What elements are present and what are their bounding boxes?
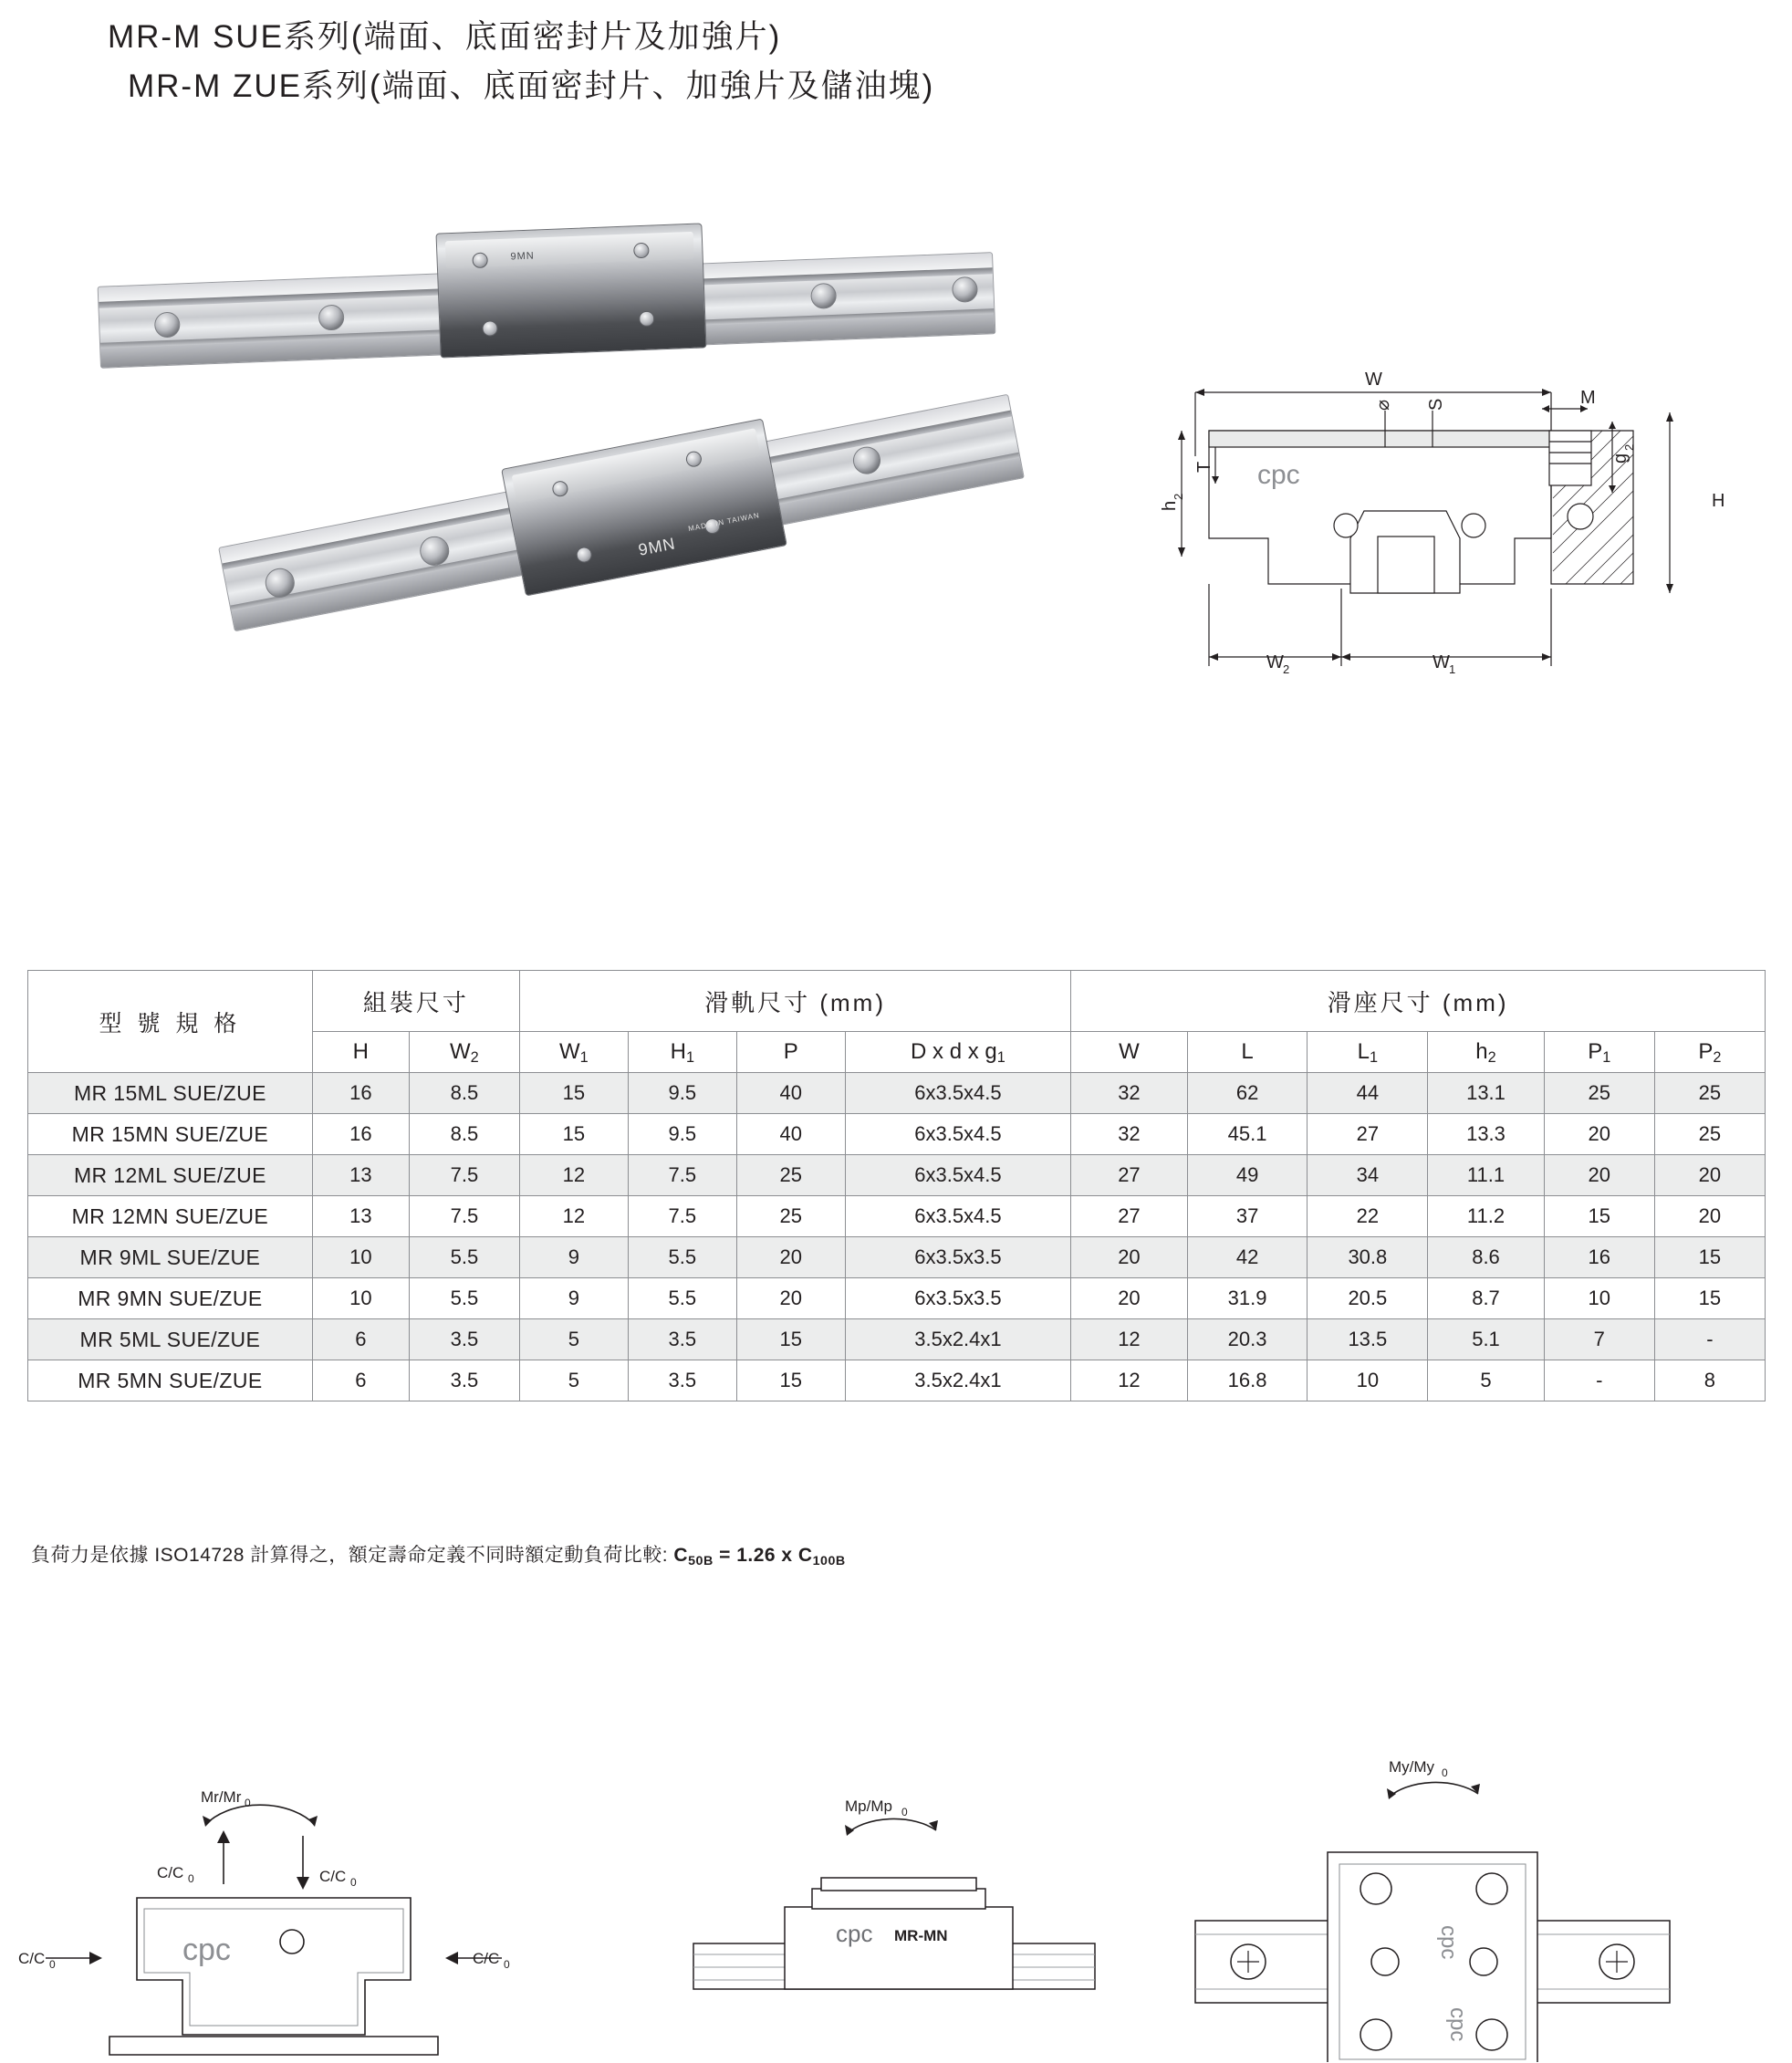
svg-text:0: 0 [49,1958,56,1971]
cell-W2: 7.5 [409,1196,519,1237]
col-P1: $P_1$ [1544,1032,1654,1073]
cell-W2: 3.5 [409,1319,519,1360]
cell-h2: 11.2 [1428,1196,1545,1237]
label-T: T [1194,461,1214,473]
cell-H: 16 [312,1073,409,1114]
cell-model: MR 12ML SUE/ZUE [28,1155,313,1196]
carriage-block-upper [435,223,706,358]
carriage-top-plate [511,429,760,504]
cell-L: 45.1 [1187,1114,1308,1155]
cell-Dxdxg1: 6x3.5x4.5 [845,1155,1071,1196]
col-DxdxG1: D x d x $g_1$ [845,1032,1071,1073]
diagram-model-text: MR-MN [894,1927,948,1944]
label-S: S [1426,398,1446,411]
cell-P2: - [1654,1319,1765,1360]
cell-L1: 10 [1308,1360,1428,1401]
rail-hole [318,305,345,331]
svg-text:2: 2 [1172,493,1185,500]
cell-W: 12 [1071,1360,1188,1401]
cell-Dxdxg1: 6x3.5x4.5 [845,1114,1071,1155]
load-diagrams [0,1715,1792,2062]
label-mr: Mr/Mr [201,1788,242,1806]
drawing-brand: cpc [1257,460,1300,490]
diagram-brand: cpc [182,1933,231,1967]
cell-L: 42 [1187,1237,1308,1278]
table-row [28,1114,1766,1155]
table-row [28,1278,1766,1319]
cell-P2: 20 [1654,1196,1765,1237]
cell-P: 40 [736,1073,845,1114]
col-H: H [312,1032,409,1073]
cell-W1: 12 [519,1196,628,1237]
cell-W1: 15 [519,1073,628,1114]
cell-h2: 5.1 [1428,1319,1545,1360]
label-diameter: ⌀ [1373,399,1393,411]
cell-H1: 7.5 [628,1196,736,1237]
label-W: W [1365,370,1382,390]
cell-H: 10 [312,1278,409,1319]
col-L: L [1187,1032,1308,1073]
header-model: 型 號 規 格 [28,971,313,1073]
cell-P: 20 [736,1278,845,1319]
table-note [31,1540,846,1568]
col-W: W [1071,1032,1188,1073]
col-P: P [736,1032,845,1073]
col-H1: $H_1$ [628,1032,736,1073]
cell-W: 20 [1071,1278,1188,1319]
cell-W2: 3.5 [409,1360,519,1401]
col-P2: $P_2$ [1654,1032,1765,1073]
table-row [28,1155,1766,1196]
rail-hole [850,444,882,476]
cell-L: 37 [1187,1196,1308,1237]
block-brand-label: 9MN [510,250,535,263]
diagram-brand: cpc [1445,2007,1470,2042]
cell-P1: 20 [1544,1155,1654,1196]
cell-W: 27 [1071,1155,1188,1196]
cell-P1: 25 [1544,1073,1654,1114]
cell-Dxdxg1: 6x3.5x3.5 [845,1278,1071,1319]
cell-P2: 15 [1654,1278,1765,1319]
label-M: M [1580,388,1596,408]
cell-L1: 13.5 [1308,1319,1428,1360]
cell-L1: 44 [1308,1073,1428,1114]
label-my: My/My [1389,1758,1435,1776]
carriage-block-lower [501,418,787,596]
cell-H1: 9.5 [628,1073,736,1114]
cell-H: 16 [312,1114,409,1155]
cell-Dxdxg1: 3.5x2.4x1 [845,1360,1071,1401]
cell-P: 20 [736,1237,845,1278]
spec-table-body [28,1073,1766,1401]
svg-text:C/C: C/C [473,1950,500,1967]
cross-section-drawing [1159,356,1743,748]
cell-W2: 8.5 [409,1073,519,1114]
cell-P: 25 [736,1196,845,1237]
spec-table [27,970,1766,1401]
col-W2: $W_2$ [409,1032,519,1073]
label-h2: h [1160,500,1180,511]
svg-text:C/C: C/C [319,1868,347,1885]
cell-W2: 5.5 [409,1278,519,1319]
load-diagram-my [1177,1715,1688,2062]
cell-P1: 15 [1544,1196,1654,1237]
cell-W: 12 [1071,1319,1188,1360]
made-in-label: MADE IN TAIWAN [687,511,761,534]
rail-hole [952,276,978,303]
table-row [28,1319,1766,1360]
svg-text:C/C: C/C [18,1950,46,1967]
cell-P: 40 [736,1114,845,1155]
cell-L1: 27 [1308,1114,1428,1155]
cell-L1: 22 [1308,1196,1428,1237]
spec-table-wrapper [27,970,1766,1401]
cell-W1: 5 [519,1319,628,1360]
cell-W: 32 [1071,1073,1188,1114]
cell-P1: 16 [1544,1237,1654,1278]
svg-text:2: 2 [1283,662,1290,676]
col-W1: $W_1$ [519,1032,628,1073]
cell-L: 49 [1187,1155,1308,1196]
cell-W1: 15 [519,1114,628,1155]
cell-model: MR 15MN SUE/ZUE [28,1114,313,1155]
svg-text:2: 2 [1622,443,1636,451]
cell-P2: 25 [1654,1114,1765,1155]
cell-Dxdxg1: 6x3.5x4.5 [845,1073,1071,1114]
cell-H1: 3.5 [628,1319,736,1360]
svg-text:0: 0 [188,1872,194,1885]
header-group-assembly: 組裝尺寸 [312,971,519,1032]
cell-H1: 5.5 [628,1237,736,1278]
note-text: 負荷力是依據 ISO14728 計算得之，額定壽命定義不同時額定動負荷比較: [31,1545,669,1566]
label-mp: Mp/Mp [845,1797,892,1815]
diagram-brand: cpc [836,1920,873,1947]
cell-H1: 7.5 [628,1155,736,1196]
cell-P: 15 [736,1319,845,1360]
cell-model: MR 5MN SUE/ZUE [28,1360,313,1401]
svg-text:C/C: C/C [157,1864,184,1881]
cell-Dxdxg1: 6x3.5x4.5 [845,1196,1071,1237]
carriage-screw [482,320,498,337]
cell-H1: 9.5 [628,1114,736,1155]
table-row [28,1360,1766,1401]
svg-text:1: 1 [1449,662,1456,676]
cell-P: 25 [736,1155,845,1196]
header-group-rail: 滑軌尺寸 (mm) [519,971,1070,1032]
cell-h2: 5 [1428,1360,1545,1401]
cell-H: 10 [312,1237,409,1278]
cell-P1: 7 [1544,1319,1654,1360]
svg-text:0: 0 [901,1806,908,1818]
cell-P2: 25 [1654,1073,1765,1114]
table-row [28,1196,1766,1237]
cell-W1: 9 [519,1278,628,1319]
label-H: H [1712,491,1725,511]
rail-hole [154,311,181,338]
label-g2: g [1610,453,1631,464]
cell-L: 62 [1187,1073,1308,1114]
svg-text:0: 0 [1442,1766,1448,1779]
svg-text:0: 0 [350,1876,357,1889]
cell-Dxdxg1: 3.5x2.4x1 [845,1319,1071,1360]
cell-H1: 3.5 [628,1360,736,1401]
cell-h2: 8.7 [1428,1278,1545,1319]
cell-H: 6 [312,1319,409,1360]
cell-H: 13 [312,1155,409,1196]
table-row [28,1237,1766,1278]
cell-P2: 8 [1654,1360,1765,1401]
svg-text:0: 0 [245,1797,251,1809]
cell-L1: 34 [1308,1155,1428,1196]
cell-W: 20 [1071,1237,1188,1278]
cell-model: MR 12MN SUE/ZUE [28,1196,313,1237]
cell-h2: 13.3 [1428,1114,1545,1155]
cell-P2: 20 [1654,1155,1765,1196]
header-group-carriage: 滑座尺寸 (mm) [1071,971,1766,1032]
cell-h2: 13.1 [1428,1073,1545,1114]
cell-L: 31.9 [1187,1278,1308,1319]
cell-model: MR 9ML SUE/ZUE [28,1237,313,1278]
carriage-screw [639,311,655,328]
carriage-screw [575,546,593,564]
cell-P1: 20 [1544,1114,1654,1155]
cell-P1: - [1544,1360,1654,1401]
cell-L1: 20.5 [1308,1278,1428,1319]
col-L1: $L_1$ [1308,1032,1428,1073]
cell-W1: 5 [519,1360,628,1401]
diagram-brand: cpc [1436,1925,1461,1960]
cell-W1: 9 [519,1237,628,1278]
cell-L: 20.3 [1187,1319,1308,1360]
note-formula: $C_{50B} = 1.26$ x $C_{100B}$ [673,1545,846,1568]
cell-L1: 30.8 [1308,1237,1428,1278]
label-W2: W [1266,652,1284,672]
block-brand-label: 9MN [636,534,678,559]
cell-P2: 15 [1654,1237,1765,1278]
cell-W1: 12 [519,1155,628,1196]
cell-H1: 5.5 [628,1278,736,1319]
label-W1: W [1433,652,1450,672]
cell-model: MR 9MN SUE/ZUE [28,1278,313,1319]
cell-W2: 5.5 [409,1237,519,1278]
cell-h2: 8.6 [1428,1237,1545,1278]
rail-hole [810,283,837,309]
cell-P1: 10 [1544,1278,1654,1319]
cell-W: 32 [1071,1114,1188,1155]
title-line-sue: MR-M SUE系列(端面、底面密封片及加強片) [108,19,782,55]
cell-W: 27 [1071,1196,1188,1237]
cell-h2: 11.1 [1428,1155,1545,1196]
load-diagram-mp [675,1715,1113,2062]
cell-model: MR 5ML SUE/ZUE [28,1319,313,1360]
cell-H: 6 [312,1360,409,1401]
load-diagram-mr [18,1715,529,2062]
cell-Dxdxg1: 6x3.5x3.5 [845,1237,1071,1278]
cell-P: 15 [736,1360,845,1401]
table-row [28,1073,1766,1114]
cell-L: 16.8 [1187,1360,1308,1401]
product-photo [0,196,1131,817]
svg-text:0: 0 [504,1958,510,1971]
cell-H: 13 [312,1196,409,1237]
cell-W2: 7.5 [409,1155,519,1196]
title-line-zue: MR-M ZUE系列(端面、底面密封片、加強片及儲油塊) [128,68,935,105]
col-h2: $h_2$ [1428,1032,1545,1073]
page-title [108,13,934,112]
cell-W2: 8.5 [409,1114,519,1155]
cell-model: MR 15ML SUE/ZUE [28,1073,313,1114]
